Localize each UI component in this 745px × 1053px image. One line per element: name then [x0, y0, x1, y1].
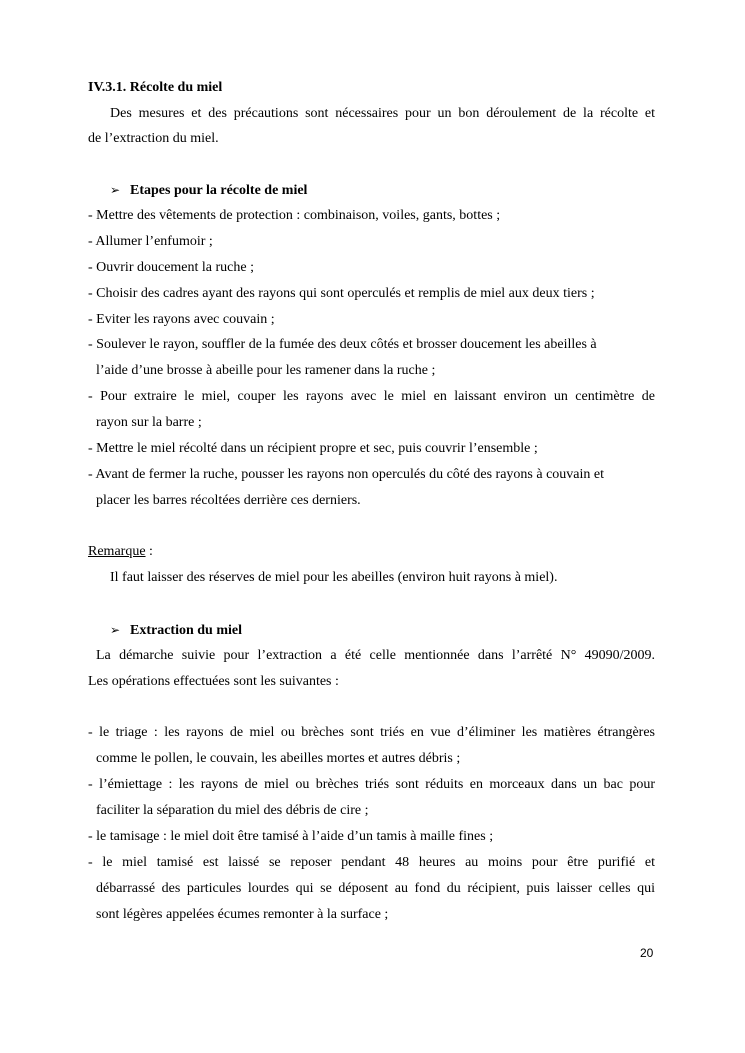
list-item-continuation: comme le pollen, le couvain, les abeilles mortes et autres débris ; — [96, 751, 461, 766]
remarque-label-line — [88, 544, 153, 560]
arrow-bullet-icon: ➢ — [110, 623, 121, 637]
list-item: - l’émiettage : les rayons de miel ou brèches triés sont réduits en morceaux dans un bac pour — [88, 777, 655, 792]
remarque-colon: : — [145, 544, 153, 559]
page-number: 20 — [640, 946, 654, 960]
intro-line-2: de l’extraction du miel. — [88, 131, 219, 146]
remarque-label: Remarque — [88, 544, 146, 559]
list-item: - le triage : les rayons de miel ou brèches sont triés en vue d’éliminer les matières étrangères — [88, 725, 655, 740]
list-item-continuation: faciliter la séparation du miel des débris de cire ; — [96, 803, 369, 818]
list-item-continuation: rayon sur la barre ; — [96, 415, 202, 430]
list-item-continuation: débarrassé des particules lourdes qui se déposent au fond du récipient, puis laisser celles qui — [96, 881, 655, 896]
section-title: IV.3.1. Récolte du miel — [88, 80, 223, 95]
extraction-heading — [110, 622, 242, 639]
arrow-bullet-icon: ➢ — [110, 183, 121, 197]
list-item-continuation: placer les barres récoltées derrière ces derniers. — [96, 493, 361, 508]
extraction-heading-text: Extraction du miel — [130, 623, 242, 638]
list-item: - Mettre des vêtements de protection : combinaison, voiles, gants, bottes ; — [88, 208, 501, 223]
etapes-heading — [110, 182, 307, 199]
list-item: - Avant de fermer la ruche, pousser les rayons non operculés du côté des rayons à couvain et — [88, 467, 605, 482]
list-item: - Allumer l’enfumoir ; — [88, 234, 213, 249]
list-item: - le tamisage : le miel doit être tamisé à l’aide d’un tamis à maille fines ; — [88, 829, 494, 844]
list-item: - le miel tamisé est laissé se reposer pendant 48 heures au moins pour être purifié et — [88, 855, 655, 870]
list-item: - Mettre le miel récolté dans un récipient propre et sec, puis couvrir l’ensemble ; — [88, 441, 538, 456]
extraction-intro-2: Les opérations effectuées sont les suivantes : — [88, 674, 339, 689]
intro-line-1: Des mesures et des précautions sont nécessaires pour un bon déroulement de la récolte et — [110, 106, 655, 121]
etapes-heading-text: Etapes pour la récolte de miel — [130, 183, 308, 198]
list-item-continuation: sont légères appelées écumes remonter à la surface ; — [96, 907, 389, 922]
list-item: - Pour extraire le miel, couper les rayons avec le miel en laissant environ un centimètre de — [88, 389, 655, 404]
list-item: - Choisir des cadres ayant des rayons qui sont operculés et remplis de miel aux deux tiers ; — [88, 286, 595, 301]
list-item: - Eviter les rayons avec couvain ; — [88, 312, 275, 327]
list-item: - Ouvrir doucement la ruche ; — [88, 260, 254, 275]
list-item: - Soulever le rayon, souffler de la fumée des deux côtés et brosser doucement les abeilles à — [88, 337, 597, 352]
extraction-intro-1: La démarche suivie pour l’extraction a été celle mentionnée dans l’arrêté N° 49090/2009. — [96, 648, 655, 663]
list-item-continuation: l’aide d’une brosse à abeille pour les ramener dans la ruche ; — [96, 363, 436, 378]
remarque-text: Il faut laisser des réserves de miel pour les abeilles (environ huit rayons à miel). — [110, 570, 558, 585]
